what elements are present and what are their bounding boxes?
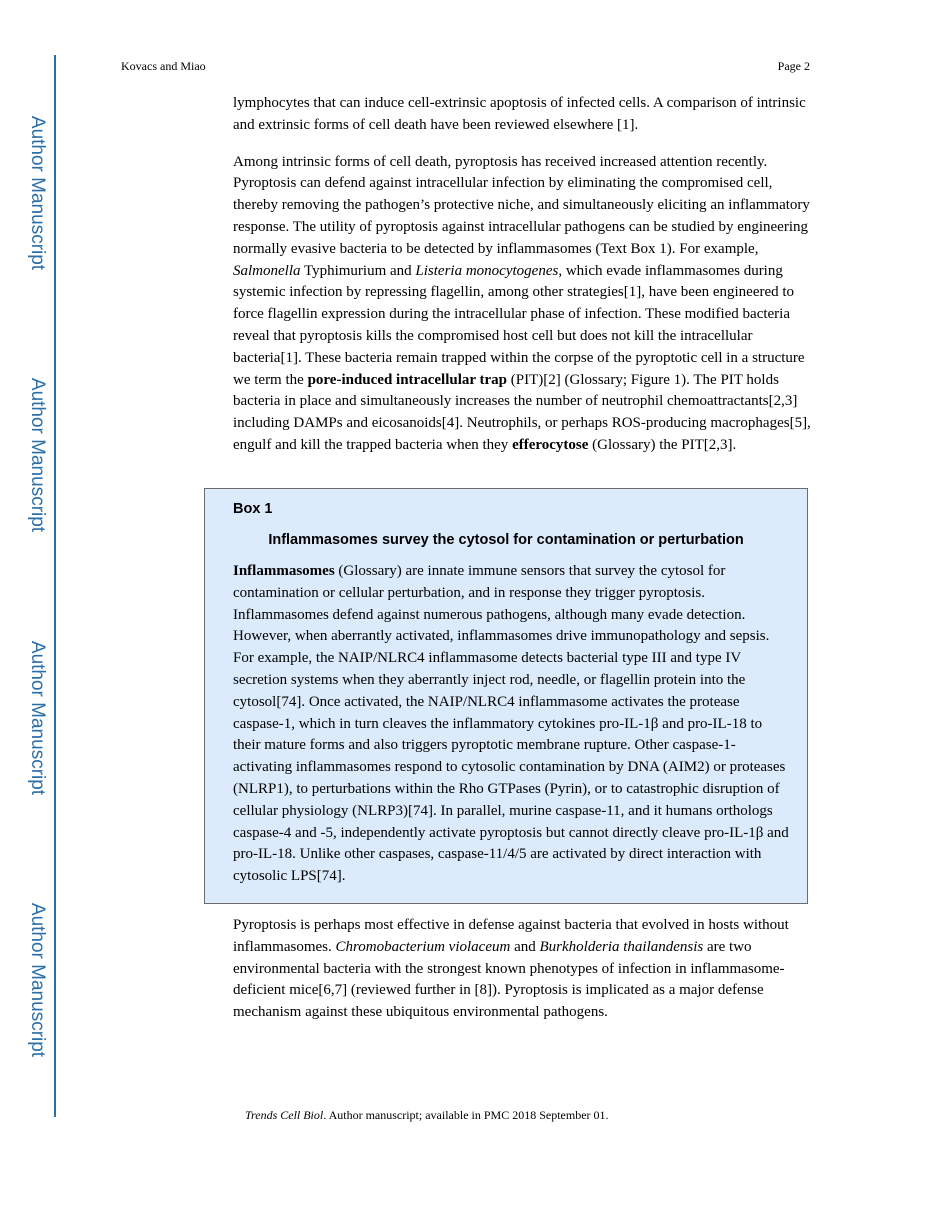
box-label: Box 1 (233, 501, 273, 517)
journal-name: Trends Cell Biol (245, 1108, 324, 1122)
main-text-continued (233, 915, 813, 1024)
species-name: Burkholderia thailandensis (539, 938, 704, 955)
running-head-authors: Kovacs and Miao (121, 59, 206, 73)
footer-citation: Trends Cell Biol. Author manuscript; available in PMC 2018 September 01. (245, 1108, 609, 1122)
paragraph: lymphocytes that can induce cell-extrinsic apoptosis of infected cells. A comparison of intrinsic and extrinsic forms of cell death have been reviewed elsewhere [1]. (233, 95, 806, 133)
box-body (233, 561, 793, 888)
glossary-term: efferocytose (512, 436, 589, 453)
species-name: Listeria monocytogenes (415, 262, 559, 279)
main-text (233, 93, 813, 457)
species-name: Salmonella (233, 262, 301, 279)
paragraph: Among intrinsic forms of cell death, pyroptosis has received increased attention recently. Pyroptosis can defend against intracellular infection by eliminating the compromised cell, thereby removing the pathogen’s protective niche, and simultaneously eliciting an inflammatory response. The utility of pyroptosis against intracellular pathogens can be studied by engineering normally evasive bacteria to be detected by inflammasomes (Text Box 1). For example, Salmonella Typhimurium and Listeria monocytogenes, which evade inflammasomes during systemic infection by repressing flagellin, among other strategies[1], have been engineered to force flagellin expression during the intracellular phase of infection. These modified bacteria reveal that pyroptosis kills the compromised host cell but does not kill the intracellular bacteria[1]. These bacteria remain trapped within the corpse of the pyroptotic cell in a structure we term the pore-induced intracellular trap (PIT)[2] (Glossary; Figure 1). The PIT holds bacteria in place and simultaneously increases the number of neutrophil chemoattractants[2,3] including DAMPs and eicosanoids[4]. Neutrophils, or perhaps ROS-producing macrophages[5], engulf and kill the trapped bacteria when they efferocytose (Glossary) the PIT[2,3]. (233, 153, 811, 453)
sidebar-rule (54, 55, 56, 1117)
glossary-term: pore-induced intracellular trap (307, 371, 508, 388)
glossary-term: Inflammasomes (233, 563, 335, 579)
species-name: Chromobacterium violaceum (335, 938, 511, 955)
paragraph: Inflammasomes (Glossary) are innate immune sensors that survey the cytosol for contamination or cellular perturbation, and in response they trigger pyroptosis. Inflammasomes defend against numerous pathogens, although many evade detection. However, when aberrantly activated, inflammasomes drive immunopathology and sepsis. For example, the NAIP/NLRC4 inflammasome detects bacterial type III and type IV secretion systems when they aberrantly inject rod, needle, or flagellin protein into the cytosol[74]. Once activated, the NAIP/NLRC4 inflammasome activates the protease caspase-1, which in turn cleaves the inflammatory cytokines pro-IL-1β and pro-IL-18 to their mature forms and also triggers pyroptotic membrane rupture. Other caspase-1-activating inflammasomes respond to cytosolic contamination by DNA (AIM2) or proteases (NLRP1), to perturbations within the Rho GTPases (Pyrin), or to catastrophic disruption of cellular physiology (NLRP3)[74]. In parallel, murine caspase-11, and it humans orthologs caspase-4 and -5, independently activate pyroptosis but cannot directly cleave pro-IL-1β and pro-IL-18. Unlike other caspases, caspase-11/4/5 are activated by direct interaction with cytosolic LPS[74]. (233, 563, 789, 885)
box-title: Inflammasomes survey the cytosol for contamination or perturbation (268, 532, 744, 548)
paragraph: Pyroptosis is perhaps most effective in defense against bacteria that evolved in hosts without inflammasomes. Chromobacterium violaceum and Burkholderia thailandensis are two environmental bacteria with the strongest known phenotypes of infection in inflammasome-deficient mice[6,7] (reviewed further in [8]). Pyroptosis is implicated as a major defense mechanism against these ubiquitous environmental pathogens. (233, 917, 789, 1021)
text-box-1 (204, 488, 808, 904)
running-head-page: Page 2 (777, 59, 810, 73)
